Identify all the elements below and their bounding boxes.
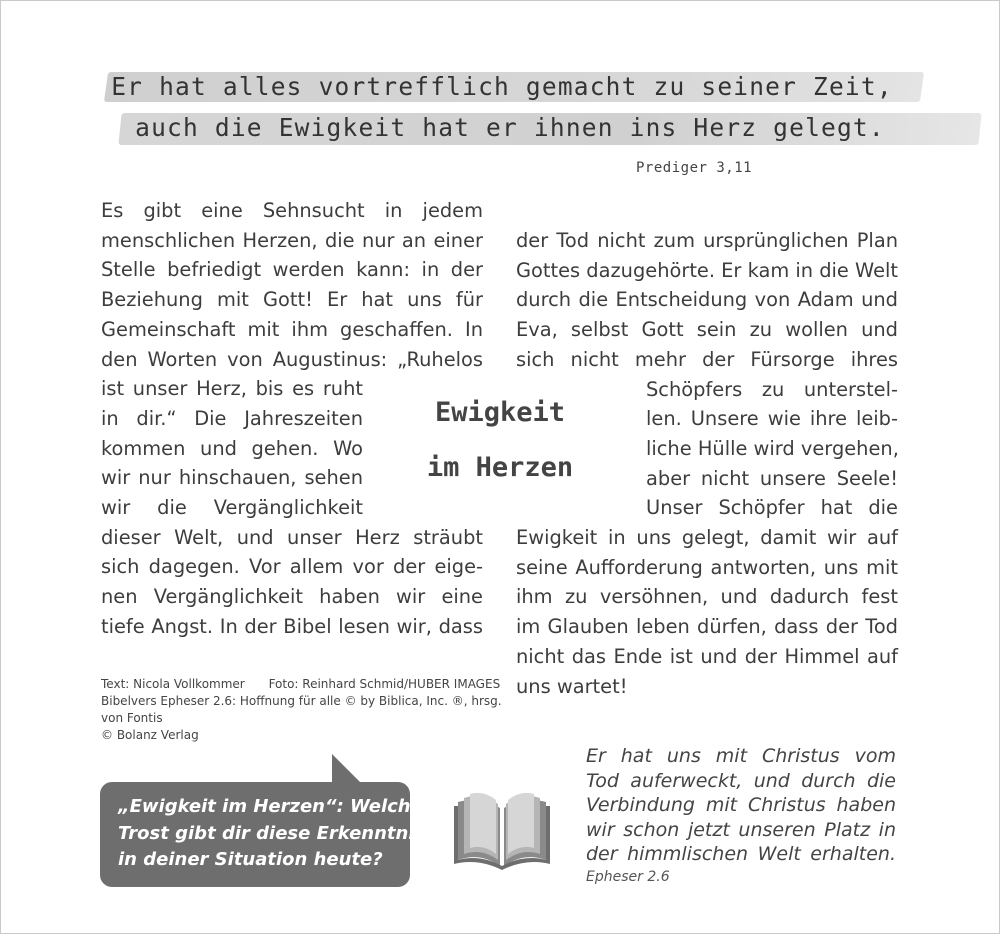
text-line: kommen und gehen. Wo	[101, 436, 363, 460]
question-speech-bubble	[100, 782, 436, 887]
question-line: „Ewigkeit im Herzen“: Welchen	[118, 796, 436, 817]
text-line: Ewigkeit in uns gelegt, damit wir auf	[516, 526, 898, 550]
open-book-icon	[452, 790, 552, 874]
credits-line	[101, 676, 501, 693]
header-quote-reference: Prediger 3,11	[636, 160, 753, 176]
credit-text-author: Text: Nicola Vollkommer	[101, 677, 245, 691]
text-line: wir die Vergänglichkeit	[101, 496, 363, 520]
verse-line: der himmlischen Welt erhalten.	[586, 843, 896, 865]
verse-line: Tod auferweckt, und durch die	[586, 769, 896, 792]
text-line: dieser Welt, und unser Herz sträubt	[101, 525, 483, 549]
text-line: Stelle befriedigt werden kann: in der	[101, 258, 483, 282]
text-line: uns wartet!	[516, 674, 628, 698]
text-line: ist unser Herz, bis es ruht	[101, 377, 363, 401]
credit-bible-line-2: von Fontis	[101, 711, 163, 725]
verse-line: Verbindung mit Christus haben	[586, 794, 896, 816]
text-line: seine Aufforderung antworten, uns mit	[516, 555, 898, 579]
header-quote-line-1: Er hat alles vortrefflich gemacht zu seiner Zeit,	[111, 72, 893, 101]
question-line: in deiner Situation heute?	[118, 849, 383, 870]
text-line: Es gibt eine Sehnsucht in jedem	[101, 199, 483, 222]
text-line: menschlichen Herzen, die nur an einer	[101, 228, 483, 252]
text-line: sich dagegen. Vor allem vor der eige-	[101, 555, 483, 579]
page-title-line-1: Ewigkeit	[434, 397, 566, 428]
text-line: durch die Entscheidung von Adam und	[516, 288, 898, 312]
text-line: Beziehung mit Gott! Er hat uns für	[101, 288, 483, 312]
text-line: Unser Schöpfer hat die	[646, 496, 898, 520]
header-quote-line-2: auch die Ewigkeit hat er ihnen ins Herz gelegt.	[135, 113, 885, 142]
speech-bubble-tail	[332, 754, 362, 784]
text-line: wir nur hinschauen, sehen	[101, 466, 363, 490]
credits	[101, 676, 502, 744]
bible-verse	[586, 744, 896, 867]
right-column	[516, 226, 898, 701]
page-title-line-2: im Herzen	[426, 452, 574, 483]
question-text	[118, 794, 436, 874]
text-line: in dir.“ Die Jahreszeiten	[101, 406, 363, 430]
text-line: aber nicht unsere Seele!	[646, 466, 898, 490]
text-line: sich nicht mehr der Fürsorge ihres	[516, 347, 898, 371]
bible-verse-reference: Epheser 2.6	[586, 869, 670, 885]
credit-photo: Foto: Reinhard Schmid/HUBER IMAGES	[268, 677, 501, 691]
text-line: nicht das Ende ist und der Himmel auf	[516, 644, 898, 668]
text-line: Gottes dazugehörte. Er kam in die Welt	[516, 258, 898, 282]
text-line: der Tod nicht zum ursprünglichen Plan	[516, 229, 898, 252]
text-line: Gemeinschaft mit ihm geschaffen. In	[101, 317, 483, 341]
verse-line: wir schon jetzt unseren Platz in	[586, 818, 896, 841]
text-line: Schöpfers zu unterstel-	[646, 377, 898, 401]
credit-publisher: © Bolanz Verlag	[101, 728, 199, 742]
text-line: liche Hülle wird vergehen,	[646, 436, 899, 460]
text-line: tiefe Angst. In der Bibel lesen wir, dass	[101, 614, 483, 638]
text-line: den Worten von Augustinus: „Ruhelos	[101, 347, 483, 371]
text-line: Eva, selbst Gott sein zu wollen und	[516, 318, 898, 342]
text-line: ihm zu versöhnen, und dadurch fest	[516, 585, 898, 609]
text-line: len. Unsere wie ihre leib-	[646, 407, 898, 431]
text-line: nen Vergänglichkeit haben wir eine	[101, 585, 483, 609]
question-line: Trost gibt dir diese Erkenntnis	[118, 822, 426, 844]
text-line: im Glauben leben dürfen, dass der Tod	[516, 615, 898, 639]
verse-line: Er hat uns mit Christus vom	[586, 745, 896, 767]
credit-bible-line-1: Bibelvers Epheser 2.6: Hoffnung für alle © by Biblica, Inc. ®, hrsg.	[101, 694, 502, 708]
